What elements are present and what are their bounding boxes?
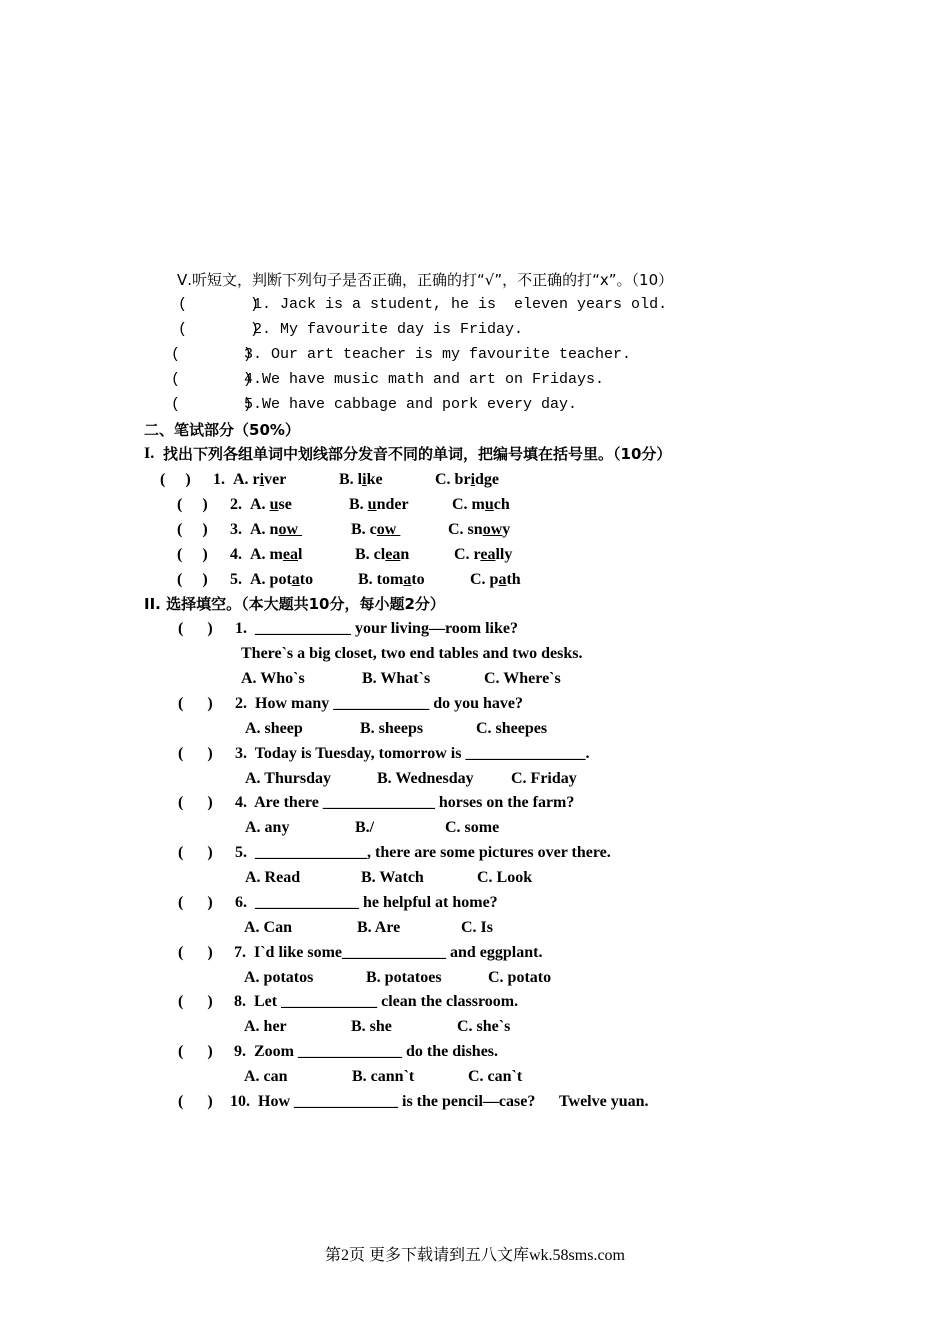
option-b: B. clean	[355, 546, 410, 563]
option-a: A. her	[244, 1018, 287, 1035]
answer-paren: ( )	[178, 993, 213, 1010]
option-b: B. like	[339, 471, 383, 488]
question-number: 5.	[230, 571, 242, 588]
listening-paren: ( )	[178, 296, 260, 313]
option-c: C. much	[452, 496, 510, 513]
question-stem: 4. Are there ______________ horses on the farm?	[235, 794, 575, 811]
listening-paren: ( )	[178, 321, 260, 338]
option-a: A. potato	[250, 571, 314, 588]
option-a: A. any	[245, 819, 290, 836]
answer-paren: ( )	[178, 1043, 213, 1060]
phonics-heading-number: I.	[144, 445, 155, 462]
question-stem: 8. Let ____________ clean the classroom.	[234, 993, 519, 1010]
answer-paren: ( )	[177, 571, 208, 588]
question-stem: 6. _____________ he helpful at home?	[235, 894, 498, 911]
question-number: 3.	[230, 521, 242, 538]
phonics-heading: 找出下列各组单词中划线部分发音不同的单词，把编号填在括号里。（10分）	[163, 445, 672, 463]
option-a: A. Thursday	[245, 770, 331, 787]
option-a: A. can	[244, 1068, 288, 1085]
question-number: 2.	[230, 496, 242, 513]
listening-paren: ( )	[171, 396, 253, 413]
page-footer: 第2页 更多下载请到五八文库wk.58sms.com	[324, 1247, 625, 1264]
listening-item: 4.We have music math and art on Fridays.	[244, 371, 605, 388]
answer-paren: ( )	[177, 496, 208, 513]
option-c: C. sheepes	[476, 720, 548, 737]
question-stem: 3. Today is Tuesday, tomorrow is _______________.	[235, 745, 590, 762]
option-a: A. Read	[245, 869, 301, 886]
answer-paren: ( )	[178, 1093, 213, 1110]
question-stem: 10. How _____________ is the pencil—case? Twelve yuan.	[230, 1093, 649, 1110]
answer-paren: ( )	[178, 844, 213, 861]
option-c: C. path	[470, 571, 521, 588]
answer-paren: ( )	[178, 894, 213, 911]
option-a: A. use	[250, 496, 292, 513]
option-c: C. Is	[461, 919, 494, 936]
answer-paren: ( )	[160, 471, 191, 488]
choice-heading: II. 选择填空。（本大题共10分，每小题2分）	[144, 595, 445, 613]
question-stem: 5. ______________, there are some pictures over there.	[235, 844, 611, 861]
question-stem: 7. I`d like some_____________ and eggplant.	[234, 944, 543, 961]
option-b: B./	[355, 819, 375, 836]
option-c: C. Friday	[511, 770, 577, 787]
option-b: B. Watch	[361, 869, 424, 886]
option-c: C. Where`s	[484, 670, 561, 687]
written-heading: 二、笔试部分（50%）	[144, 421, 300, 439]
listening-heading: Ⅴ.听短文，判断下列句子是否正确，正确的打“√”，不正确的打“x”。（10）	[177, 271, 674, 289]
option-c: C. she`s	[457, 1018, 511, 1035]
option-b: B. under	[349, 496, 409, 513]
option-c: C. snowy	[448, 521, 511, 538]
question-stem: 2. How many ____________ do you have?	[235, 695, 524, 712]
option-b: B. potatoes	[366, 969, 442, 986]
option-a: A. river	[233, 471, 287, 488]
listening-item: 2. My favourite day is Friday.	[253, 321, 524, 338]
option-a: A. now	[250, 521, 303, 538]
option-b: B. tomato	[358, 571, 425, 588]
answer-paren: ( )	[178, 794, 213, 811]
option-a: A. sheep	[245, 720, 303, 737]
answer-paren: ( )	[178, 695, 213, 712]
question-number: 4.	[230, 546, 242, 563]
option-b: B. she	[351, 1018, 392, 1035]
question-reply: There`s a big closet, two end tables and two desks.	[241, 645, 583, 662]
question-stem: 9. Zoom _____________ do the dishes.	[234, 1043, 499, 1060]
answer-paren: ( )	[178, 944, 213, 961]
listening-paren: ( )	[171, 346, 253, 363]
option-c: C. Look	[477, 869, 533, 886]
listening-item: 3. Our art teacher is my favourite teacher.	[244, 346, 632, 363]
option-c: C. bridge	[435, 471, 500, 488]
option-b: B. sheeps	[360, 720, 424, 737]
option-a: A. potatos	[244, 969, 314, 986]
listening-item: 1. Jack is a student, he is eleven years old.	[253, 296, 668, 313]
answer-paren: ( )	[178, 745, 213, 762]
option-c: C. potato	[488, 969, 552, 986]
option-b: B. Wednesday	[377, 770, 474, 787]
listening-paren: ( )	[171, 371, 253, 388]
question-stem: 1. ____________ your living—room like?	[235, 620, 518, 637]
option-c: C. some	[445, 819, 500, 836]
option-c: C. can`t	[468, 1068, 523, 1085]
option-b: B. What`s	[362, 670, 431, 687]
option-c: C. really	[454, 546, 513, 563]
question-number: 1.	[213, 471, 225, 488]
answer-paren: ( )	[177, 521, 208, 538]
option-b: B. cow	[351, 521, 401, 538]
answer-paren: ( )	[178, 620, 213, 637]
option-a: A. Who`s	[241, 670, 305, 687]
option-b: B. cann`t	[352, 1068, 415, 1085]
option-b: B. Are	[357, 919, 401, 936]
option-a: A. meal	[250, 546, 303, 563]
listening-item: 5.We have cabbage and pork every day.	[244, 396, 578, 413]
option-a: A. Can	[244, 919, 293, 936]
answer-paren: ( )	[177, 546, 208, 563]
